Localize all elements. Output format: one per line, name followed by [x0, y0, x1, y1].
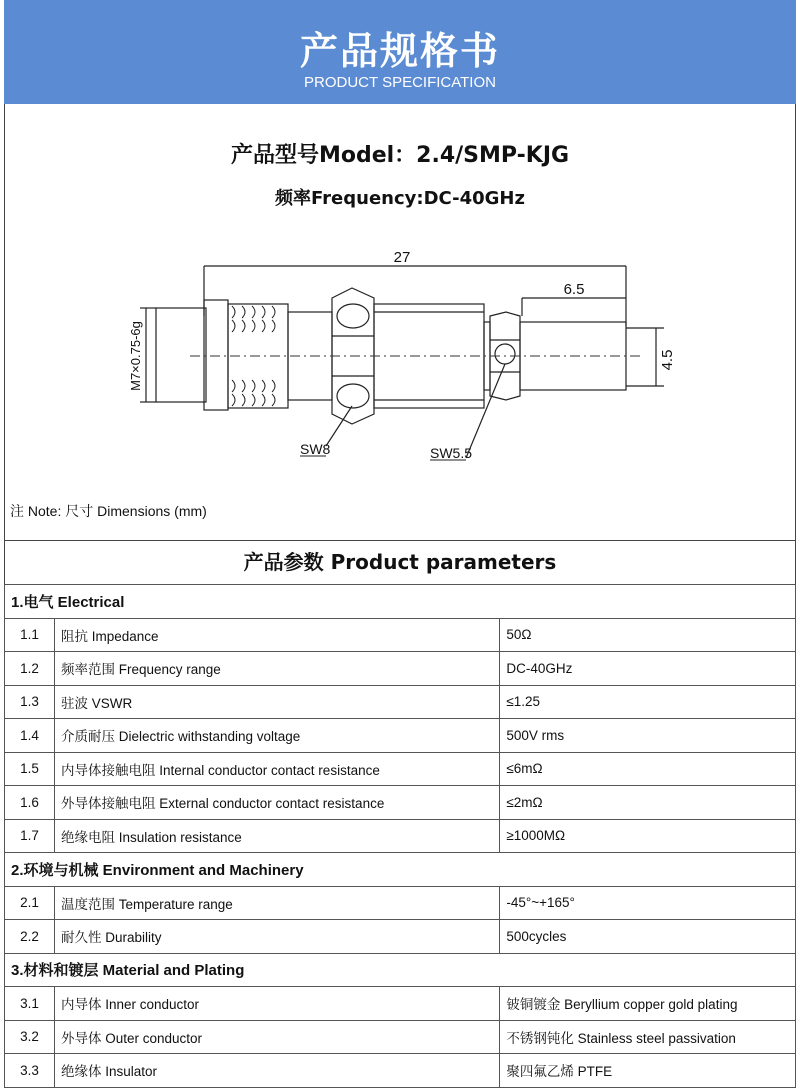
- row-number: 2.1: [5, 886, 55, 920]
- title-cn: 产品规格书: [299, 29, 500, 73]
- thread-end: [156, 308, 206, 402]
- row-number: 1.5: [5, 752, 55, 786]
- row-number: 2.2: [5, 920, 55, 954]
- title-en: PRODUCT SPECIFICATION: [304, 74, 496, 91]
- dim-label-thread: M7×0.75-6g: [128, 321, 143, 391]
- table-row: [5, 652, 796, 686]
- row-parameter: 频率范围 Frequency range: [54, 652, 499, 686]
- label-sw8: SW8: [300, 441, 331, 457]
- table-row: [5, 786, 796, 820]
- section-header: [5, 853, 796, 887]
- row-parameter: 驻波 VSWR: [54, 685, 499, 719]
- section-header: [5, 585, 796, 619]
- row-parameter: 绝缘电阻 Insulation resistance: [54, 819, 499, 853]
- section-title: 3.材料和镀层 Material and Plating: [5, 953, 796, 987]
- row-parameter: 温度范围 Temperature range: [54, 886, 499, 920]
- table-row: [5, 819, 796, 853]
- row-value: ≥1000MΩ: [500, 819, 796, 853]
- row-parameter: 外导体 Outer conductor: [54, 1020, 499, 1054]
- row-number: 1.1: [5, 618, 55, 652]
- frequency-title: 频率Frequency:DC-40GHz: [275, 188, 525, 209]
- section-title: 1.电气 Electrical: [5, 585, 796, 619]
- table-row: [5, 1054, 796, 1088]
- row-value: 50Ω: [500, 618, 796, 652]
- table-row: [5, 719, 796, 753]
- row-number: 3.2: [5, 1020, 55, 1054]
- row-value: 500cycles: [500, 920, 796, 954]
- leader-sw55: [466, 364, 505, 458]
- spec-table: [4, 584, 796, 1088]
- row-value: 500V rms: [500, 719, 796, 753]
- dim-label-diameter: 4.5: [659, 349, 676, 371]
- label-sw55: SW5.5: [430, 445, 473, 461]
- dim-label-pin: 6.5: [563, 281, 585, 298]
- row-value: ≤2mΩ: [500, 786, 796, 820]
- row-value: ≤1.25: [500, 685, 796, 719]
- row-number: 3.1: [5, 987, 55, 1021]
- row-value: 不锈钢钝化 Stainless steel passivation: [500, 1020, 796, 1054]
- connector-drawing: [120, 236, 680, 476]
- header-banner: [4, 0, 796, 104]
- row-parameter: 介质耐压 Dielectric withstanding voltage: [54, 719, 499, 753]
- section-header: [5, 953, 796, 987]
- section-title: 2.环境与机械 Environment and Machinery: [5, 853, 796, 887]
- leader-sw8: [326, 406, 352, 446]
- row-parameter: 绝缘体 Insulator: [54, 1054, 499, 1088]
- row-value: 聚四氟乙烯 PTFE: [500, 1054, 796, 1088]
- dim-label-length: 27: [393, 249, 411, 266]
- table-row: [5, 618, 796, 652]
- row-parameter: 耐久性 Durability: [54, 920, 499, 954]
- dimension-note: 注 Note: 尺寸 Dimensions (mm): [10, 503, 207, 519]
- model-title: 产品型号Model：2.4/SMP-KJG: [230, 143, 570, 168]
- table-row: [5, 752, 796, 786]
- table-row: [5, 1020, 796, 1054]
- params-title: 产品参数 Product parameters: [243, 550, 557, 574]
- row-parameter: 内导体接触电阻 Internal conductor contact resistance: [54, 752, 499, 786]
- row-number: 1.7: [5, 819, 55, 853]
- row-value: DC-40GHz: [500, 652, 796, 686]
- row-parameter: 外导体接触电阻 External conductor contact resistance: [54, 786, 499, 820]
- table-row: [5, 685, 796, 719]
- row-value: 铍铜镀金 Beryllium copper gold plating: [500, 987, 796, 1021]
- row-number: 1.3: [5, 685, 55, 719]
- row-value: -45°~+165°: [500, 886, 796, 920]
- row-number: 1.2: [5, 652, 55, 686]
- table-row: [5, 920, 796, 954]
- row-number: 1.4: [5, 719, 55, 753]
- row-value: ≤6mΩ: [500, 752, 796, 786]
- row-parameter: 内导体 Inner conductor: [54, 987, 499, 1021]
- table-row: [5, 987, 796, 1021]
- table-row: [5, 886, 796, 920]
- row-number: 1.6: [5, 786, 55, 820]
- row-parameter: 阻抗 Impedance: [54, 618, 499, 652]
- row-number: 3.3: [5, 1054, 55, 1088]
